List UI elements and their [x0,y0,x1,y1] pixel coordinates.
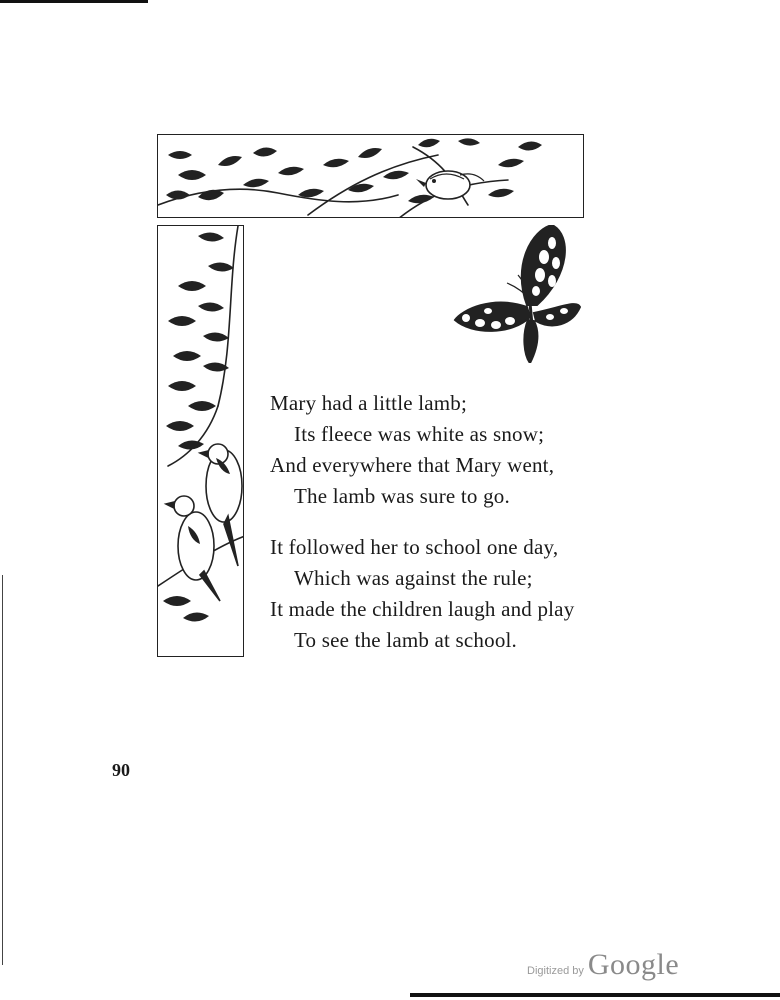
scan-edge-top [0,0,148,3]
page-number: 90 [112,760,130,780]
butterfly-illustration [452,225,582,363]
poem-line: It followed her to school one day, [270,535,559,559]
watermark-prefix: Digitized by [527,965,584,977]
top-border-illustration [157,134,584,218]
scan-edge-bottom [410,993,780,997]
poem-line: It made the children laugh and play [270,597,575,621]
poem-line: The lamb was sure to go. [294,484,510,508]
stanza-2 [270,532,650,656]
left-border-illustration [157,225,244,657]
poem-line: Mary had a little lamb; [270,391,468,415]
poem-line: Which was against the rule; [294,566,533,590]
poem-line: And everywhere that Mary went, [270,453,555,477]
poem [270,388,650,676]
stanza-1 [270,388,650,512]
poem-line: Its fleece was white as snow; [294,422,545,446]
digitized-watermark [527,948,679,982]
poem-line: To see the lamb at school. [294,628,518,652]
watermark-brand: Google [587,948,680,981]
scan-edge-left [2,575,3,965]
